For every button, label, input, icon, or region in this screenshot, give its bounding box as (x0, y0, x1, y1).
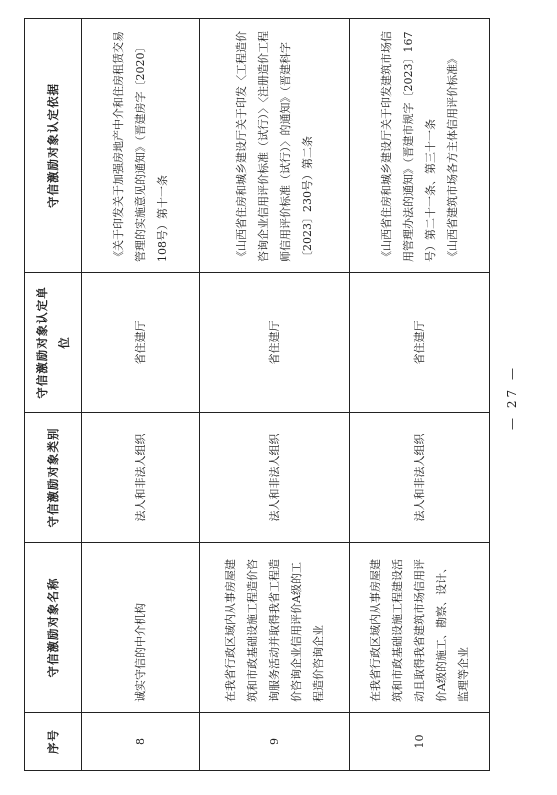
page-number: — 27 — (505, 365, 519, 430)
row-basis: 《关于印发关于加强房地产中介和住房租赁交易管理的实施意见的通知》（晋建房字〔2020〕108号）第十一条 (82, 19, 200, 273)
row-category: 法人和非法人组织 (82, 413, 200, 543)
row-name: 在我省行政区域内从事房屋建筑和市政基础设施工程造价咨询服务活动并取得我省工程造价咨询企业信用评价A级的工程造价咨询企业 (200, 543, 350, 713)
row-name: 诚实守信的中介机构 (82, 543, 200, 713)
row-no: 9 (200, 713, 350, 771)
header-name: 守信激励对象名称 (25, 543, 82, 713)
header-no: 序号 (25, 713, 82, 771)
row-category: 法人和非法人组织 (350, 413, 490, 543)
row-unit: 省住建厅 (200, 273, 350, 413)
row-unit: 省住建厅 (82, 273, 200, 413)
table-row (200, 19, 350, 771)
row-name: 在我省行政区域内从事房屋建筑和市政基础设施工程建设活动且取得我省建筑市场信用评价A级的施工、勘察、设计、监理等企业 (350, 543, 490, 713)
table-row (350, 19, 490, 771)
row-category: 法人和非法人组织 (200, 413, 350, 543)
row-no: 10 (350, 713, 490, 771)
row-unit: 省住建厅 (350, 273, 490, 413)
header-category: 守信激励对象类别 (25, 413, 82, 543)
table-header-row (25, 19, 82, 771)
row-basis: 《山西省住房和城乡建设厅关于印发建筑市场信用管理办法的通知》（晋建市规字〔2023〕167号）第二十一条、第三十一条 《山西省建筑市场各方主体信用评价标准》 (350, 19, 490, 273)
header-unit: 守信激励对象认定单位 (25, 273, 82, 413)
header-basis: 守信激励对象认定依据 (25, 19, 82, 273)
row-no: 8 (82, 713, 200, 771)
credit-incentive-table (24, 18, 490, 771)
row-basis: 《山西省住房和城乡建设厅关于印发〈工程造价咨询企业信用评价标准（试行）〉〈注册造价工程师信用评价标准（试行）〉的通知》（晋建科字〔2023〕230号）第二条 (200, 19, 350, 273)
table-row (82, 19, 200, 771)
